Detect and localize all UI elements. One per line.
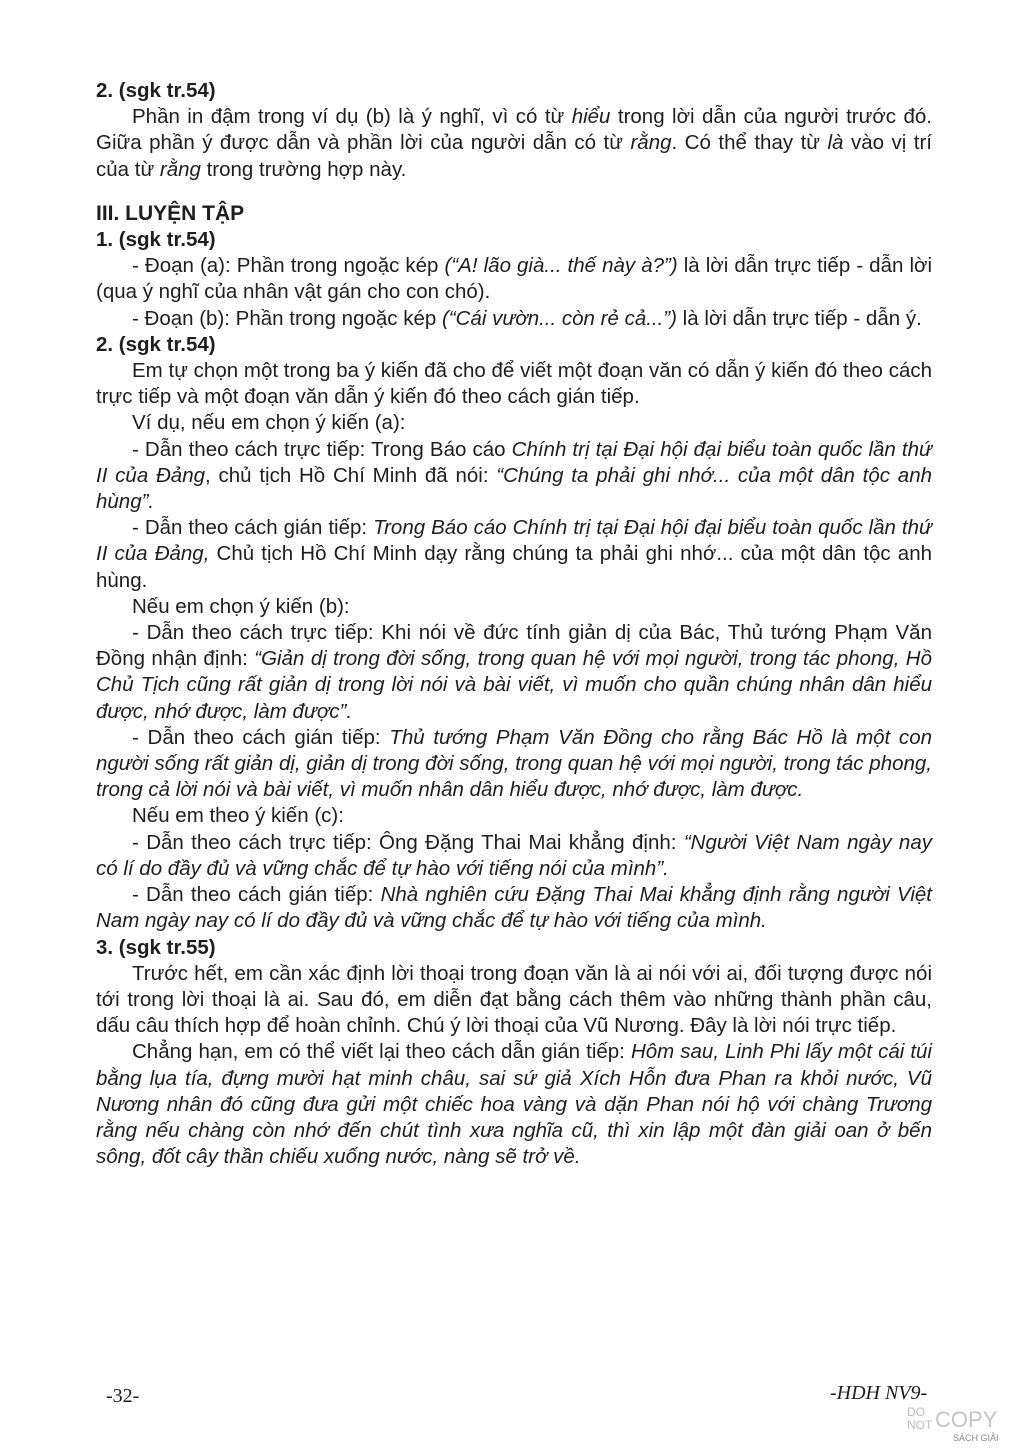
exercise-2-example-b: [96, 594, 932, 620]
text-run: Chủ tịch Hồ Chí Minh dạy rằng chúng ta phải ghi nhớ... của một dân tộc anh hùng.: [96, 542, 932, 592]
exercise-2-example-a: [96, 410, 932, 436]
stamp-line2: NOT: [907, 1418, 933, 1432]
text-run: Trước hết, em cần xác định lời thoại trong đoạn văn là ai nói với ai, đối tượng được nói tới trong lời thoại là ai. Sau đó, em diễn đạt bằng cách thêm vào những thành phần câu, dấu câu thích hợp để hoàn chỉnh. Chú ý lời thoại của Vũ Nương. Đây là lời nói trực tiếp.: [96, 961, 932, 1038]
text-run: . Có thể thay từ: [671, 131, 828, 155]
exercise-3-heading: 3. (sgk tr.55): [96, 935, 216, 959]
text-run: rằng: [159, 157, 201, 181]
text-run: - Dẫn theo cách trực tiếp: Khi nói về đức tính giản dị của Bác, Thủ tướng Phạm Văn Đồng nhận định:: [96, 621, 932, 671]
text-run: Nhà nghiên cứu Đặng Thai Mai khẳng định rằng người Việt Nam ngày nay có lí do đầy đủ và vững chắc để tự hào với tiếng của mình.: [96, 883, 932, 933]
section-2-paragraph: [96, 104, 932, 183]
page-body: [96, 78, 932, 1170]
text-run: (“A! lão già... thế này à?”): [444, 254, 678, 278]
exercise-2-a-indirect: [96, 515, 932, 594]
text-run: vào vị trí của từ: [96, 131, 932, 181]
exercise-2-example-c: [96, 803, 932, 829]
text-run: Nếu em theo ý kiến (c):: [132, 804, 344, 828]
text-run: Hôm sau, Linh Phi lấy một cái túi bằng lụa tía, đựng mười hạt minh châu, sai sứ giả Xích Hỗn đưa Phan ra khỏi nước, Vũ Nương nhân đó cũng đưa gửi một chiếc hoa vàng và dặn Phan nói hộ với chàng Trương rằng nếu chàng còn nhớ đến chút tình xưa nghĩa cũ, thì xin lập một đàn giải oan ở bến sông, đốt cây thần chiếu xuống nước, nàng sẽ trở về.: [96, 1040, 932, 1169]
text-run: rằng: [630, 131, 672, 155]
text-run: (“Cái vườn... còn rẻ cả...”): [441, 306, 677, 330]
page-number: -32-: [106, 1385, 140, 1407]
text-run: Trong Báo cáo Chính trị tại Đại hội đại biểu toàn quốc lần thứ II của Đảng,: [96, 516, 932, 566]
text-run: là: [827, 131, 844, 155]
text-run: Em tự chọn một trong ba ý kiến đã cho để viết một đoạn văn có dẫn ý kiến đó theo cách trực tiếp và một đoạn văn dẫn ý kiến đó theo cách gián tiếp.: [96, 359, 932, 409]
text-run: - Dẫn theo cách gián tiếp:: [132, 516, 374, 540]
exercise-2-a-direct: [96, 437, 932, 516]
text-run: - Đoạn (b): Phần trong ngoặc kép: [132, 306, 442, 330]
stamp-copy: COPY: [935, 1407, 998, 1432]
exercise-1-heading: 1. (sgk tr.54): [96, 228, 216, 252]
text-run: Ví dụ, nếu em chọn ý kiến (a):: [132, 411, 406, 435]
text-run: Chính trị tại Đại hội đại biểu toàn quốc lần thứ II của Đảng: [96, 437, 932, 487]
exercise-2-c-direct: [96, 830, 932, 882]
exercise-2-heading: 2. (sgk tr.54): [96, 332, 216, 356]
text-run: trong lời dẫn của người trước đó. Giữa phần ý được dẫn và phần lời của người dẫn có từ: [96, 105, 932, 155]
stamp-graphic: [905, 1400, 1015, 1444]
stamp-line1: DO: [907, 1405, 925, 1419]
stamp-sub: SÁCH GIẢI: [953, 1433, 999, 1443]
text-run: là lời dẫn trực tiếp - dẫn ý.: [676, 306, 922, 330]
text-run: Nếu em chọn ý kiến (b):: [132, 594, 350, 618]
exercise-2-b-direct: [96, 620, 932, 725]
text-run: - Dẫn theo cách gián tiếp:: [132, 883, 381, 907]
book-code: -HDH NV9-: [830, 1382, 928, 1404]
text-run: “Chúng ta phải ghi nhớ... của một dân tộc anh hùng”.: [96, 463, 933, 514]
text-run: trong trường hợp này.: [200, 157, 407, 181]
text-run: - Dẫn theo cách trực tiếp: Ông Đặng Thai Mai khẳng định:: [132, 830, 684, 854]
section-title: III. LUYỆN TẬP: [96, 201, 245, 225]
section-2-heading: 2. (sgk tr.54): [96, 79, 216, 102]
text-run: là lời dẫn trực tiếp - dẫn lời (qua ý nghĩ của nhân vật gán cho con chó).: [96, 254, 933, 304]
text-run: hiểu: [571, 105, 611, 129]
do-not-copy-stamp: [905, 1400, 1015, 1444]
exercise-2-intro: [96, 358, 932, 410]
exercise-1-item-a: [96, 253, 932, 305]
exercise-2-b-indirect: [96, 725, 932, 804]
text-run: - Đoạn (a): Phần trong ngoặc kép: [132, 254, 445, 278]
text-run: Phần in đậm trong ví dụ (b) là ý nghĩ, vì có từ: [132, 105, 572, 129]
text-run: - Dẫn theo cách trực tiếp: Trong Báo cáo: [132, 437, 512, 461]
text-run: - Dẫn theo cách gián tiếp:: [132, 725, 390, 749]
text-run: Chẳng hạn, em có thể viết lại theo cách dẫn gián tiếp:: [132, 1040, 631, 1064]
text-run: Thủ tướng Phạm Văn Đồng cho rằng Bác Hồ là một con người sống rất giản dị, giản dị trong đời sống, trong quan hệ với mọi người, trong tác phong, trong cả lời nói và bài viết, vì muốn nhân dân hiểu được, nhớ được, làm được.: [96, 725, 932, 802]
exercise-1-item-b: [96, 306, 932, 332]
exercise-3-paragraph-2: [96, 1039, 932, 1170]
text-run: “Giản dị trong đời sống, trong quan hệ với mọi người, trong tác phong, Hồ Chủ Tịch cũng rất giản dị trong lời nói và bài viết, vì muốn cho quần chúng nhân dân hiểu được, nhớ được, làm được”.: [96, 647, 932, 723]
exercise-3-paragraph-1: [96, 961, 932, 1040]
exercise-2-c-indirect: [96, 882, 932, 934]
text-run: , chủ tịch Hồ Chí Minh đã nói:: [205, 463, 497, 487]
text-run: “Người Việt Nam ngày nay có lí do đầy đủ và vững chắc để tự hào với tiếng nói của mình”.: [96, 830, 932, 880]
